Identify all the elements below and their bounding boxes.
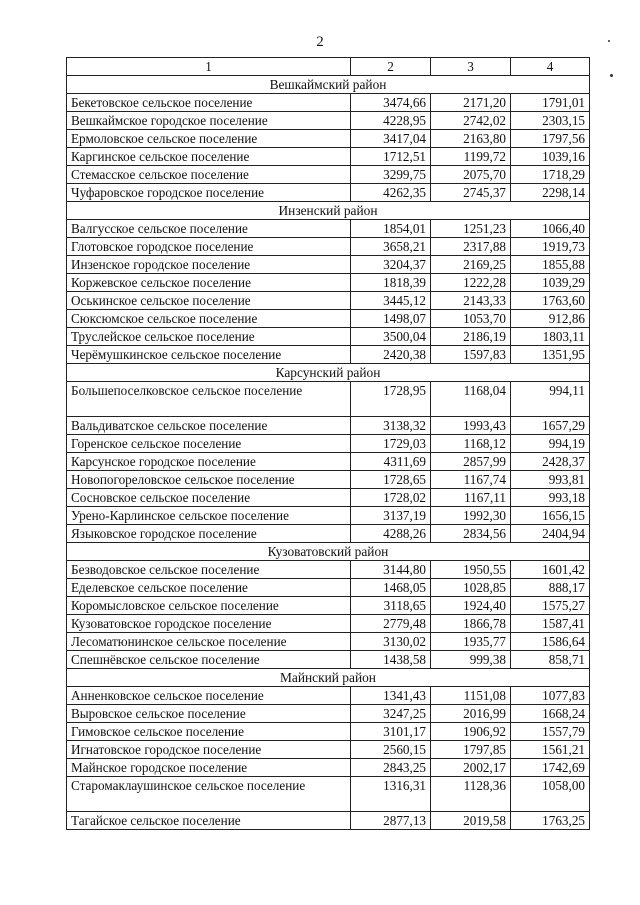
value-col-3: 1866,78 [431, 615, 511, 633]
settlement-name: Оськинское сельское поселение [67, 292, 351, 310]
value-col-3: 1597,83 [431, 346, 511, 364]
value-col-3: 2742,02 [431, 112, 511, 130]
value-col-2: 4288,26 [351, 525, 431, 543]
district-header-row [67, 543, 590, 561]
value-col-2: 1728,02 [351, 489, 431, 507]
value-col-3: 2317,88 [431, 238, 511, 256]
value-col-2: 3417,04 [351, 130, 431, 148]
value-col-3: 2834,56 [431, 525, 511, 543]
table-row [67, 615, 590, 633]
settlement-name: Урено-Карлинское сельское поселение [67, 507, 351, 525]
table-row [67, 256, 590, 274]
value-col-2: 3101,17 [351, 723, 431, 741]
value-col-4: 1791,01 [511, 94, 590, 112]
value-col-4: 1855,88 [511, 256, 590, 274]
value-col-4: 1039,29 [511, 274, 590, 292]
value-col-2: 4311,69 [351, 453, 431, 471]
value-col-4: 2298,14 [511, 184, 590, 202]
value-col-3: 1199,72 [431, 148, 511, 166]
table-row [67, 525, 590, 543]
value-col-3: 1935,77 [431, 633, 511, 651]
value-col-4: 2404,94 [511, 525, 590, 543]
table-row [67, 453, 590, 471]
value-col-2: 3658,21 [351, 238, 431, 256]
value-col-2: 3474,66 [351, 94, 431, 112]
district-name: Кузоватовский район [67, 543, 590, 561]
settlement-name: Труслейское сельское поселение [67, 328, 351, 346]
table-row [67, 489, 590, 507]
value-col-2: 2779,48 [351, 615, 431, 633]
settlement-name: Глотовское городское поселение [67, 238, 351, 256]
value-col-3: 2163,80 [431, 130, 511, 148]
value-col-2: 1712,51 [351, 148, 431, 166]
settlement-name: Сосновское сельское поселение [67, 489, 351, 507]
table-row [67, 435, 590, 453]
value-col-4: 1742,69 [511, 759, 590, 777]
table-row [67, 723, 590, 741]
value-col-3: 1167,11 [431, 489, 511, 507]
settlement-name: Спешнёвское сельское поселение [67, 651, 351, 669]
value-col-4: 1803,11 [511, 328, 590, 346]
table-body [67, 76, 590, 830]
table-row [67, 651, 590, 669]
settlement-name: Выровское сельское поселение [67, 705, 351, 723]
value-col-3: 2171,20 [431, 94, 511, 112]
column-number: 2 [351, 58, 431, 76]
value-col-4: 1586,64 [511, 633, 590, 651]
value-col-3: 2075,70 [431, 166, 511, 184]
settlement-name: Чуфаровское городское поселение [67, 184, 351, 202]
value-col-2: 3445,12 [351, 292, 431, 310]
value-col-2: 4228,95 [351, 112, 431, 130]
settlement-name: Майнское городское поселение [67, 759, 351, 777]
value-col-3: 2186,19 [431, 328, 511, 346]
settlement-name: Лесоматюнинское сельское поселение [67, 633, 351, 651]
district-name: Инзенский район [67, 202, 590, 220]
table-row [67, 292, 590, 310]
settlement-name: Коромысловское сельское поселение [67, 597, 351, 615]
scan-speck [608, 40, 610, 42]
district-header-row [67, 669, 590, 687]
settlement-name: Гимовское сельское поселение [67, 723, 351, 741]
value-col-4: 1561,21 [511, 741, 590, 759]
table-row [67, 310, 590, 328]
value-col-2: 1438,58 [351, 651, 431, 669]
settlement-name: Анненковское сельское поселение [67, 687, 351, 705]
value-col-3: 1167,74 [431, 471, 511, 489]
value-col-4: 1763,60 [511, 292, 590, 310]
table-row [67, 382, 590, 417]
value-col-2: 2560,15 [351, 741, 431, 759]
table-row [67, 705, 590, 723]
value-col-4: 1058,00 [511, 777, 590, 812]
district-header-row [67, 364, 590, 382]
value-col-4: 994,19 [511, 435, 590, 453]
value-col-2: 1818,39 [351, 274, 431, 292]
value-col-4: 1575,27 [511, 597, 590, 615]
column-number: 4 [511, 58, 590, 76]
value-col-4: 993,81 [511, 471, 590, 489]
column-number-row [67, 58, 590, 76]
table-row [67, 741, 590, 759]
value-col-4: 2428,37 [511, 453, 590, 471]
value-col-3: 1053,70 [431, 310, 511, 328]
value-col-4: 1351,95 [511, 346, 590, 364]
value-col-4: 888,17 [511, 579, 590, 597]
settlement-name: Игнатовское городское поселение [67, 741, 351, 759]
table-row [67, 238, 590, 256]
table-row [67, 346, 590, 364]
value-col-2: 3500,04 [351, 328, 431, 346]
value-col-2: 3247,25 [351, 705, 431, 723]
table-row [67, 94, 590, 112]
settlement-name: Вешкаймское городское поселение [67, 112, 351, 130]
table-row [67, 633, 590, 651]
settlement-name: Черёмушкинское сельское поселение [67, 346, 351, 364]
table-row [67, 471, 590, 489]
value-col-3: 1797,85 [431, 741, 511, 759]
settlement-name: Еделевское сельское поселение [67, 579, 351, 597]
value-col-4: 2303,15 [511, 112, 590, 130]
district-name: Карсунский район [67, 364, 590, 382]
value-col-2: 2420,38 [351, 346, 431, 364]
settlement-name: Кузоватовское городское поселение [67, 615, 351, 633]
value-col-2: 1728,65 [351, 471, 431, 489]
table-row [67, 417, 590, 435]
value-col-4: 858,71 [511, 651, 590, 669]
value-col-2: 3118,65 [351, 597, 431, 615]
value-col-2: 1468,05 [351, 579, 431, 597]
settlement-name: Тагайское сельское поселение [67, 812, 351, 830]
value-col-4: 1656,15 [511, 507, 590, 525]
value-col-4: 1657,29 [511, 417, 590, 435]
value-col-3: 2002,17 [431, 759, 511, 777]
scan-speck [610, 74, 613, 77]
settlement-name: Ермоловское сельское поселение [67, 130, 351, 148]
value-col-2: 3299,75 [351, 166, 431, 184]
value-col-4: 993,18 [511, 489, 590, 507]
column-number: 1 [67, 58, 351, 76]
value-col-4: 1601,42 [511, 561, 590, 579]
settlement-name: Старомаклаушинское сельское поселение [67, 777, 351, 812]
value-col-3: 999,38 [431, 651, 511, 669]
value-col-3: 2857,99 [431, 453, 511, 471]
settlement-name: Горенское сельское поселение [67, 435, 351, 453]
value-col-3: 1168,12 [431, 435, 511, 453]
settlement-name: Бекетовское сельское поселение [67, 94, 351, 112]
settlement-name: Каргинское сельское поселение [67, 148, 351, 166]
table-row [67, 112, 590, 130]
value-col-4: 1077,83 [511, 687, 590, 705]
value-col-4: 1039,16 [511, 148, 590, 166]
district-name: Майнский район [67, 669, 590, 687]
value-col-4: 1587,41 [511, 615, 590, 633]
table-row [67, 184, 590, 202]
settlement-name: Большепоселковское сельское поселение [67, 382, 351, 417]
table-row [67, 597, 590, 615]
value-col-2: 4262,35 [351, 184, 431, 202]
value-col-2: 1316,31 [351, 777, 431, 812]
table-row [67, 166, 590, 184]
settlement-name: Валгусское сельское поселение [67, 220, 351, 238]
value-col-4: 1718,29 [511, 166, 590, 184]
value-col-3: 2016,99 [431, 705, 511, 723]
value-col-2: 3138,32 [351, 417, 431, 435]
value-col-2: 1341,43 [351, 687, 431, 705]
table-row [67, 507, 590, 525]
value-col-3: 1906,92 [431, 723, 511, 741]
district-header-row [67, 76, 590, 94]
value-col-3: 1168,04 [431, 382, 511, 417]
district-header-row [67, 202, 590, 220]
value-col-3: 1993,43 [431, 417, 511, 435]
value-col-4: 1919,73 [511, 238, 590, 256]
table-row [67, 777, 590, 812]
settlement-name: Языковское городское поселение [67, 525, 351, 543]
value-col-3: 2169,25 [431, 256, 511, 274]
value-col-3: 1924,40 [431, 597, 511, 615]
value-col-3: 2143,33 [431, 292, 511, 310]
value-col-3: 1128,36 [431, 777, 511, 812]
value-col-4: 1668,24 [511, 705, 590, 723]
value-col-3: 1251,23 [431, 220, 511, 238]
settlements-table [66, 57, 590, 830]
table-row [67, 274, 590, 292]
value-col-3: 1028,85 [431, 579, 511, 597]
value-col-4: 1557,79 [511, 723, 590, 741]
value-col-4: 1763,25 [511, 812, 590, 830]
table-row [67, 561, 590, 579]
value-col-2: 1498,07 [351, 310, 431, 328]
value-col-2: 3144,80 [351, 561, 431, 579]
district-name: Вешкаймский район [67, 76, 590, 94]
value-col-3: 2745,37 [431, 184, 511, 202]
value-col-2: 1854,01 [351, 220, 431, 238]
value-col-2: 3204,37 [351, 256, 431, 274]
settlement-name: Карсунское городское поселение [67, 453, 351, 471]
value-col-2: 1728,95 [351, 382, 431, 417]
table-row [67, 687, 590, 705]
table-row [67, 148, 590, 166]
value-col-4: 1066,40 [511, 220, 590, 238]
value-col-3: 1992,30 [431, 507, 511, 525]
value-col-4: 994,11 [511, 382, 590, 417]
settlement-name: Вальдиватское сельское поселение [67, 417, 351, 435]
table-row [67, 220, 590, 238]
table-row [67, 130, 590, 148]
value-col-4: 912,86 [511, 310, 590, 328]
table-row [67, 328, 590, 346]
value-col-2: 2843,25 [351, 759, 431, 777]
settlement-name: Коржевское сельское поселение [67, 274, 351, 292]
settlement-name: Инзенское городское поселение [67, 256, 351, 274]
value-col-2: 2877,13 [351, 812, 431, 830]
value-col-3: 1950,55 [431, 561, 511, 579]
settlement-name: Стемасское сельское поселение [67, 166, 351, 184]
value-col-2: 3130,02 [351, 633, 431, 651]
value-col-2: 3137,19 [351, 507, 431, 525]
settlement-name: Безводовское сельское поселение [67, 561, 351, 579]
value-col-2: 1729,03 [351, 435, 431, 453]
value-col-4: 1797,56 [511, 130, 590, 148]
settlement-name: Сюксюмское сельское поселение [67, 310, 351, 328]
page-number: 2 [316, 34, 324, 50]
table-row [67, 579, 590, 597]
value-col-3: 2019,58 [431, 812, 511, 830]
column-number: 3 [431, 58, 511, 76]
settlement-name: Новопогореловское сельское поселение [67, 471, 351, 489]
value-col-3: 1151,08 [431, 687, 511, 705]
table-row [67, 759, 590, 777]
value-col-3: 1222,28 [431, 274, 511, 292]
table-row [67, 812, 590, 830]
